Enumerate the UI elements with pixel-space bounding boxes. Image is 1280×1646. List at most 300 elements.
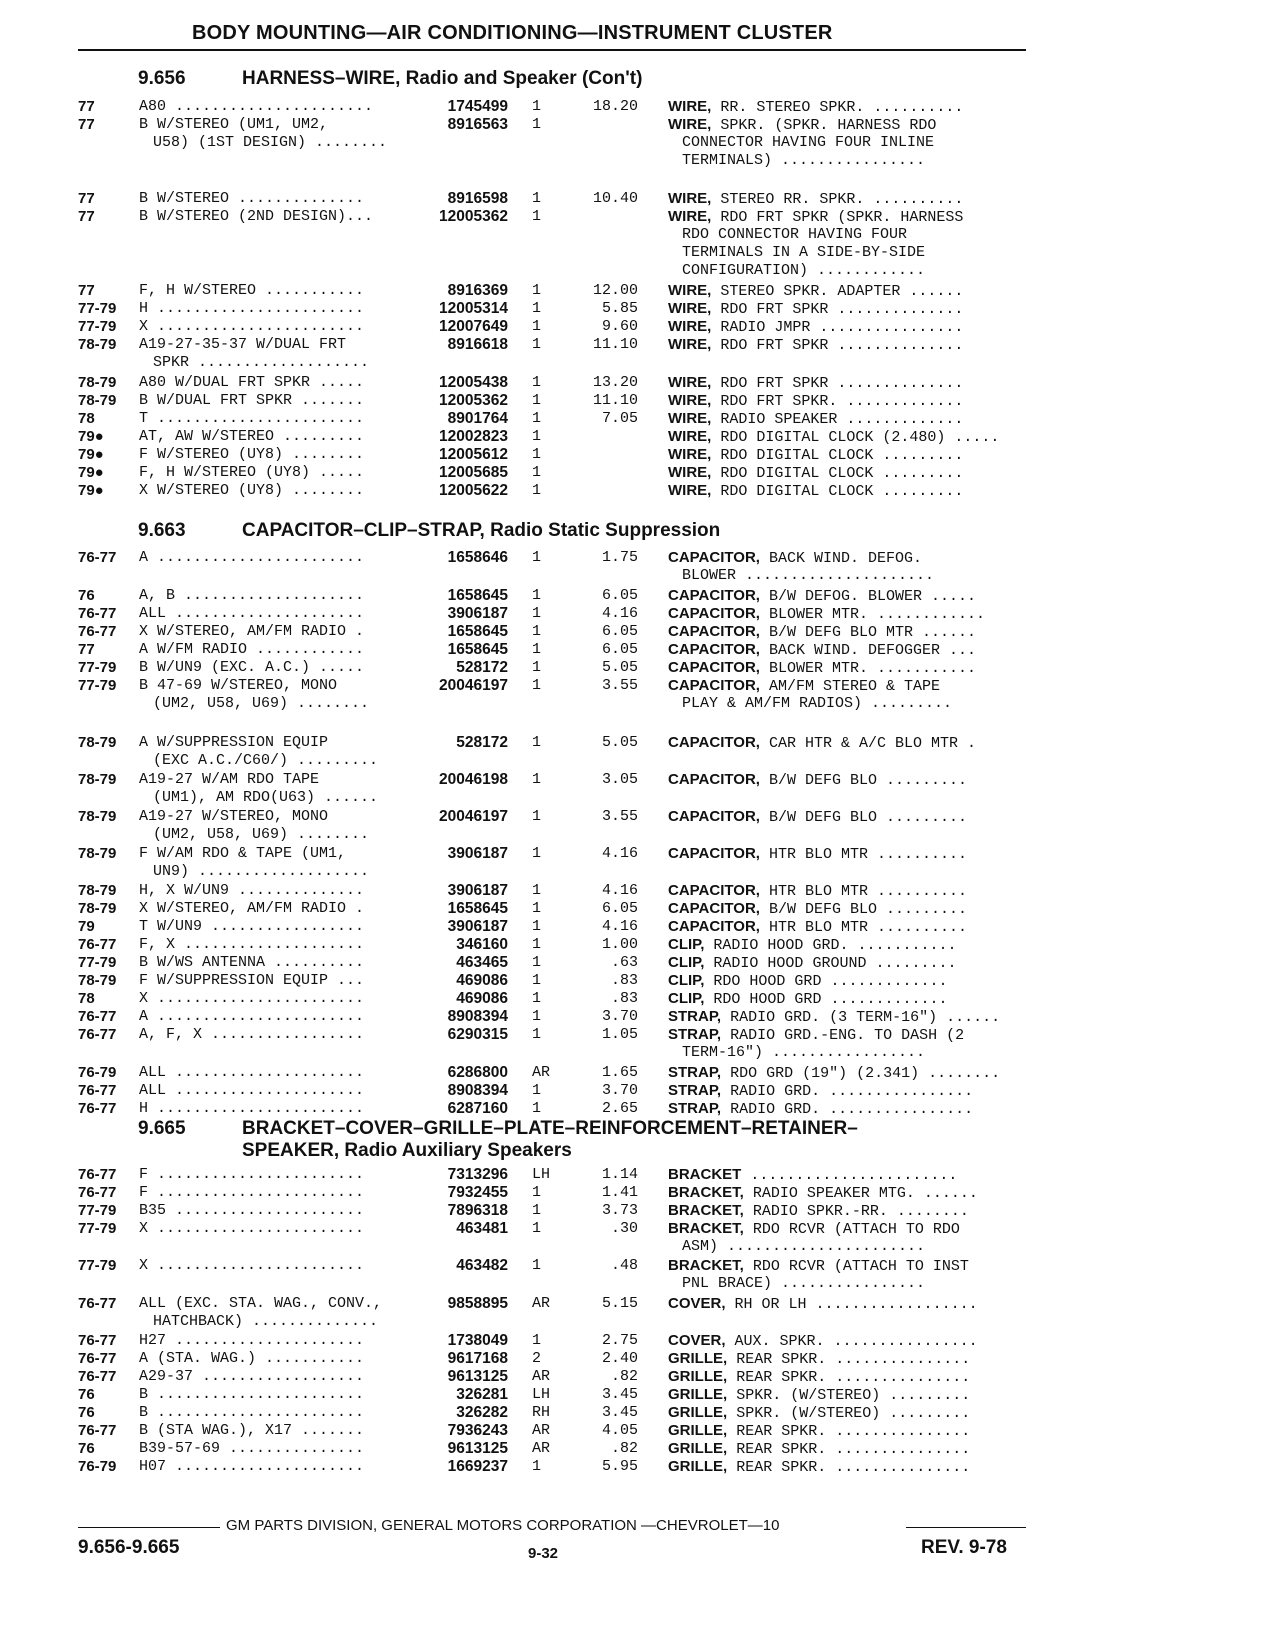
description-text: RADIO HOOD GRD. ........... <box>713 937 957 954</box>
part-number: 6286800 <box>447 1064 508 1081</box>
quantity: 1 <box>532 98 542 115</box>
part-number: 8916618 <box>447 336 508 353</box>
description-text: RDO DIGITAL CLOCK (2.480) ..... <box>720 429 1000 446</box>
usage-text: F ....................... <box>139 1166 365 1183</box>
part-entry-line <box>0 676 1280 695</box>
part-entry-line <box>0 953 1280 972</box>
part-number: 346160 <box>456 936 508 953</box>
usage-text: B ....................... <box>139 1404 365 1421</box>
description-text: SPKR. (W/STEREO) ......... <box>736 1387 971 1404</box>
quantity: 1 <box>532 1458 542 1475</box>
model-year: 78-79 <box>78 845 117 862</box>
model-year: 77-79 <box>78 300 117 317</box>
usage-text: B W/STEREO (2ND DESIGN)... <box>139 208 374 225</box>
description-keyword: BRACKET, <box>668 1184 744 1201</box>
part-number: 8916563 <box>447 116 508 133</box>
description-text: RDO FRT SPKR (SPKR. HARNESS <box>720 209 964 226</box>
description-keyword: WIRE, <box>668 482 712 499</box>
part-entry-line <box>0 640 1280 659</box>
model-year: 78-79 <box>78 734 117 751</box>
description-text: STEREO RR. SPKR. .......... <box>720 191 964 208</box>
description-text: RADIO JMPR ................ <box>720 319 964 336</box>
part-number: 12005362 <box>439 392 508 409</box>
part-entry-line <box>0 1165 1280 1184</box>
price: 1.05 <box>601 1026 638 1043</box>
price: 1.41 <box>601 1184 638 1201</box>
description <box>668 391 963 411</box>
description <box>668 622 976 642</box>
description <box>668 770 967 790</box>
part-number: 528172 <box>456 734 508 751</box>
price: 5.85 <box>601 300 638 317</box>
description <box>668 640 976 660</box>
description-keyword: CAPACITOR, <box>668 808 760 825</box>
description-text: RR. STEREO SPKR. .......... <box>720 99 964 116</box>
part-number: 3906187 <box>447 605 508 622</box>
part-entry-line <box>0 481 1280 500</box>
part-entry-line <box>0 566 1280 585</box>
quantity: 1 <box>532 623 542 640</box>
part-entry-line <box>0 1025 1280 1044</box>
part-number: 463481 <box>456 1220 508 1237</box>
description-keyword: WIRE, <box>668 392 712 409</box>
description-text: AM/FM STEREO & TAPE <box>768 678 940 695</box>
part-number: 7936243 <box>447 1422 508 1439</box>
description <box>668 586 976 606</box>
description-text: RDO FRT SPKR .............. <box>720 301 964 318</box>
description-keyword: STRAP, <box>668 1008 722 1025</box>
part-number: 326282 <box>456 1404 508 1421</box>
price: 3.73 <box>601 1202 638 1219</box>
description-text: REAR SPKR. ............... <box>736 1369 971 1386</box>
usage-text: ALL (EXC. STA. WAG., CONV., <box>139 1295 383 1312</box>
model-year: 78-79 <box>78 808 117 825</box>
usage-text: ALL ..................... <box>139 1064 365 1081</box>
description <box>668 1081 973 1101</box>
part-number: 8908394 <box>447 1008 508 1025</box>
price: 5.15 <box>601 1295 638 1312</box>
part-entry-line <box>0 189 1280 208</box>
model-year: 79● <box>78 464 104 481</box>
part-entry-line <box>0 463 1280 482</box>
part-entry-line <box>0 807 1280 826</box>
description-text: HTR BLO MTR .......... <box>768 919 968 936</box>
usage-text: A19-27-35-37 W/DUAL FRT <box>139 336 347 353</box>
description-text: RDO FRT SPKR .............. <box>720 375 964 392</box>
part-entry-line <box>0 445 1280 464</box>
description-text: RDO DIGITAL CLOCK ......... <box>720 483 964 500</box>
quantity: 1 <box>532 587 542 604</box>
description <box>668 1007 1000 1027</box>
price: 1.14 <box>601 1166 638 1183</box>
model-year: 76-77 <box>78 1422 117 1439</box>
model-year: 78-79 <box>78 336 117 353</box>
model-year: 76-77 <box>78 1082 117 1099</box>
model-year: 76-79 <box>78 1064 117 1081</box>
quantity: 1 <box>532 116 542 133</box>
usage-text: H27 ..................... <box>139 1332 365 1349</box>
price: 4.16 <box>601 882 638 899</box>
model-year: 76-77 <box>78 1350 117 1367</box>
description <box>668 207 963 227</box>
model-year: 77 <box>78 641 95 658</box>
part-entry-line <box>0 1219 1280 1238</box>
description-keyword: WIRE, <box>668 300 712 317</box>
part-number: 463482 <box>456 1257 508 1274</box>
description-text: REAR SPKR. ............... <box>736 1423 971 1440</box>
description <box>668 881 967 901</box>
price: 7.05 <box>601 410 638 427</box>
usage-text: ALL ..................... <box>139 1082 365 1099</box>
description <box>668 481 963 501</box>
part-entry-line <box>0 151 1280 170</box>
usage-text: B W/STEREO .............. <box>139 190 365 207</box>
description-text: RDO RCVR (ATTACH TO INST <box>752 1258 969 1275</box>
description <box>668 1063 1000 1083</box>
part-number: 20046197 <box>439 808 508 825</box>
part-entry-line <box>0 733 1280 752</box>
usage-text-continued: (UM2, U58, U69) ........ <box>153 695 370 712</box>
quantity: 1 <box>532 659 542 676</box>
part-number: 12005314 <box>439 300 508 317</box>
part-entry-line <box>0 1385 1280 1404</box>
section-number: 9.663 <box>138 520 186 541</box>
part-entry-line <box>0 373 1280 392</box>
description-keyword: STRAP, <box>668 1100 722 1117</box>
quantity: 1 <box>532 954 542 971</box>
price: 4.16 <box>601 918 638 935</box>
quantity: 1 <box>532 282 542 299</box>
description <box>668 1183 978 1203</box>
part-entry-line <box>0 862 1280 881</box>
model-year: 77 <box>78 190 95 207</box>
quantity: 1 <box>532 900 542 917</box>
model-year: 77-79 <box>78 677 117 694</box>
quantity: 1 <box>532 1008 542 1025</box>
price: 3.55 <box>601 808 638 825</box>
description-keyword: CAPACITOR, <box>668 587 760 604</box>
price: 3.70 <box>601 1082 638 1099</box>
description-continued: TERMINALS IN A SIDE-BY-SIDE <box>682 244 926 261</box>
description <box>668 1331 978 1351</box>
part-number: 12005612 <box>439 446 508 463</box>
section-title-line2: SPEAKER, Radio Auxiliary Speakers <box>242 1140 572 1161</box>
description-text: RDO HOOD GRD ............. <box>713 973 948 990</box>
usage-text: A ....................... <box>139 1008 365 1025</box>
usage-text: F W/SUPPRESSION EQUIP ... <box>139 972 365 989</box>
description-keyword: STRAP, <box>668 1026 722 1043</box>
description-keyword: GRILLE, <box>668 1368 728 1385</box>
usage-text: X ....................... <box>139 1257 365 1274</box>
usage-text: F, H W/STEREO ........... <box>139 282 365 299</box>
description-text: CAR HTR & A/C BLO MTR . <box>768 735 977 752</box>
price: 12.00 <box>592 282 638 299</box>
description-keyword: GRILLE, <box>668 1404 728 1421</box>
usage-text: F, X .................... <box>139 936 365 953</box>
section-header <box>138 520 720 542</box>
description-text: RADIO SPEAKER MTG. ...... <box>752 1185 978 1202</box>
part-number: 6287160 <box>447 1100 508 1117</box>
price: 5.05 <box>601 659 638 676</box>
description-continued: ASM) ...................... <box>682 1238 926 1255</box>
part-number: 1658645 <box>447 641 508 658</box>
part-entry-line <box>0 1312 1280 1331</box>
model-year: 78-79 <box>78 392 117 409</box>
part-number: 469086 <box>456 990 508 1007</box>
usage-text: A, F, X ................. <box>139 1026 365 1043</box>
description-keyword: GRILLE, <box>668 1422 728 1439</box>
quantity: 1 <box>532 190 542 207</box>
part-entry-line <box>0 899 1280 918</box>
description-keyword: COVER, <box>668 1295 726 1312</box>
model-year: 76-77 <box>78 1332 117 1349</box>
price: 6.05 <box>601 900 638 917</box>
quantity: 1 <box>532 464 542 481</box>
price: .82 <box>610 1368 638 1385</box>
quantity: 1 <box>532 918 542 935</box>
part-entry-line <box>0 1007 1280 1026</box>
quantity: 1 <box>532 208 542 225</box>
usage-text: B W/DUAL FRT SPKR ....... <box>139 392 365 409</box>
quantity: AR <box>532 1440 551 1457</box>
part-number: 7896318 <box>447 1202 508 1219</box>
description <box>668 299 963 319</box>
description-text: BACK WIND. DEFOGGER ... <box>768 642 977 659</box>
model-year: 77 <box>78 116 95 133</box>
part-number: 12007649 <box>439 318 508 335</box>
part-number: 469086 <box>456 972 508 989</box>
description-continued: TERM-16") ................. <box>682 1044 926 1061</box>
part-number: 12005438 <box>439 374 508 391</box>
description <box>668 807 967 827</box>
usage-text: X W/STEREO, AM/FM RADIO . <box>139 623 365 640</box>
part-number: 7932455 <box>447 1184 508 1201</box>
description-keyword: CAPACITOR, <box>668 677 760 694</box>
description-continued: PNL BRACE) ................ <box>682 1275 926 1292</box>
usage-text: A W/SUPPRESSION EQUIP <box>139 734 329 751</box>
usage-text: T ....................... <box>139 410 365 427</box>
description-text: SPKR. (SPKR. HARNESS RDO <box>720 117 937 134</box>
description <box>668 844 967 864</box>
price: 3.45 <box>601 1386 638 1403</box>
quantity: AR <box>532 1295 551 1312</box>
section-title: BRACKET–COVER–GRILLE–PLATE–REINFORCEMENT–RETAINER– <box>242 1118 858 1139</box>
description <box>668 445 963 465</box>
model-year: 76-77 <box>78 1295 117 1312</box>
part-entry-line <box>0 1367 1280 1386</box>
description-continued: CONNECTOR HAVING FOUR INLINE <box>682 134 935 151</box>
description-text: B/W DEFG BLO ......... <box>768 809 968 826</box>
model-year: 77 <box>78 282 95 299</box>
description-text: B/W DEFG BLO ......... <box>768 772 968 789</box>
part-entry-line <box>0 1063 1280 1082</box>
part-entry-line <box>0 1274 1280 1293</box>
description-text: RDO DIGITAL CLOCK ......... <box>720 465 964 482</box>
price: 3.05 <box>601 771 638 788</box>
model-year: 76-77 <box>78 605 117 622</box>
footer-rule-right <box>906 1527 1026 1528</box>
part-entry-line <box>0 1256 1280 1275</box>
part-number: 8901764 <box>447 410 508 427</box>
part-entry-line <box>0 825 1280 844</box>
description <box>668 935 956 955</box>
model-year: 79● <box>78 428 104 445</box>
price: 3.70 <box>601 1008 638 1025</box>
model-year: 79 <box>78 918 95 935</box>
description-text: RDO GRD (19") (2.341) ........ <box>730 1065 1001 1082</box>
price: 4.16 <box>601 605 638 622</box>
description-text: RH OR LH .................. <box>734 1296 978 1313</box>
description-text: AUX. SPKR. ................ <box>734 1333 978 1350</box>
description <box>668 409 963 429</box>
price: 18.20 <box>592 98 638 115</box>
description-keyword: WIRE, <box>668 428 712 445</box>
part-entry-line <box>0 1294 1280 1313</box>
part-entry-line <box>0 751 1280 770</box>
part-number: 12002823 <box>439 428 508 445</box>
usage-text: A W/FM RADIO ............ <box>139 641 365 658</box>
model-year: 79● <box>78 446 104 463</box>
description <box>668 373 963 393</box>
usage-text: AT, AW W/STEREO ......... <box>139 428 365 445</box>
quantity: 1 <box>532 936 542 953</box>
description-keyword: CAPACITOR, <box>668 659 760 676</box>
description-text: RDO FRT SPKR. ............. <box>720 393 964 410</box>
description <box>668 1367 970 1387</box>
description-keyword: CAPACITOR, <box>668 549 760 566</box>
usage-text: F W/STEREO (UY8) ........ <box>139 446 365 463</box>
description-text: STEREO SPKR. ADAPTER ...... <box>720 283 964 300</box>
price: 3.55 <box>601 677 638 694</box>
quantity: 1 <box>532 677 542 694</box>
usage-text-continued: (UM2, U58, U69) ........ <box>153 826 370 843</box>
description-text: RDO RCVR (ATTACH TO RDO <box>752 1221 960 1238</box>
model-year: 77 <box>78 208 95 225</box>
price: 6.05 <box>601 587 638 604</box>
description-continued: PLAY & AM/FM RADIOS) ......... <box>682 695 953 712</box>
description-keyword: CLIP, <box>668 936 705 953</box>
description <box>668 1457 970 1477</box>
model-year: 76-77 <box>78 623 117 640</box>
usage-text: ALL ..................... <box>139 605 365 622</box>
usage-text: X ....................... <box>139 318 365 335</box>
usage-text-continued: UN9) ................... <box>153 863 370 880</box>
description-keyword: CLIP, <box>668 954 705 971</box>
part-number: 8916598 <box>447 190 508 207</box>
part-number: 8908394 <box>447 1082 508 1099</box>
part-entry-line <box>0 989 1280 1008</box>
header-rule <box>78 49 1026 51</box>
description-text: RDO DIGITAL CLOCK ......... <box>720 447 964 464</box>
part-number: 1738049 <box>447 1332 508 1349</box>
description-text: REAR SPKR. ............... <box>736 1459 971 1476</box>
description-text: RDO FRT SPKR .............. <box>720 337 964 354</box>
model-year: 76-77 <box>78 1026 117 1043</box>
part-number: 6290315 <box>447 1026 508 1043</box>
description <box>668 427 999 447</box>
part-entry-line <box>0 881 1280 900</box>
usage-text-continued: SPKR ................... <box>153 354 370 371</box>
part-entry-line <box>0 391 1280 410</box>
part-number: 12005685 <box>439 464 508 481</box>
description <box>668 676 940 696</box>
description-text: RADIO GRD. (3 TERM-16") ...... <box>730 1009 1001 1026</box>
price: 9.60 <box>601 318 638 335</box>
price: .83 <box>610 990 638 1007</box>
price: 5.95 <box>601 1458 638 1475</box>
part-number: 9858895 <box>447 1295 508 1312</box>
model-year: 79● <box>78 482 104 499</box>
quantity: AR <box>532 1422 551 1439</box>
usage-text: A80 ...................... <box>139 98 374 115</box>
description-keyword: CAPACITOR, <box>668 734 760 751</box>
usage-text: A19-27 W/AM RDO TAPE <box>139 771 320 788</box>
description-text: RADIO SPKR.-RR. ........ <box>752 1203 969 1220</box>
usage-text: A80 W/DUAL FRT SPKR ..... <box>139 374 365 391</box>
quantity: 1 <box>532 882 542 899</box>
model-year: 78-79 <box>78 882 117 899</box>
part-entry-line <box>0 225 1280 244</box>
usage-text: H ....................... <box>139 1100 365 1117</box>
usage-text: A (STA. WAG.) ........... <box>139 1350 365 1367</box>
description <box>668 1219 960 1239</box>
part-number: 20046197 <box>439 677 508 694</box>
usage-text: A19-27 W/STEREO, MONO <box>139 808 329 825</box>
model-year: 78-79 <box>78 374 117 391</box>
model-year: 76 <box>78 1404 95 1421</box>
quantity: 1 <box>532 410 542 427</box>
model-year: 76-79 <box>78 1458 117 1475</box>
part-entry-line <box>0 1421 1280 1440</box>
quantity: 1 <box>532 1100 542 1117</box>
part-number: 8916369 <box>447 282 508 299</box>
price: 11.10 <box>592 336 638 353</box>
description <box>668 1439 970 1459</box>
description-keyword: CAPACITOR, <box>668 641 760 658</box>
description-keyword: WIRE, <box>668 464 712 481</box>
model-year: 76 <box>78 1386 95 1403</box>
description-keyword: COVER, <box>668 1332 726 1349</box>
description-keyword: WIRE, <box>668 98 712 115</box>
part-entry-line <box>0 335 1280 354</box>
description-keyword: WIRE, <box>668 446 712 463</box>
description-keyword: WIRE, <box>668 336 712 353</box>
quantity: 1 <box>532 1082 542 1099</box>
model-year: 76-77 <box>78 1166 117 1183</box>
model-year: 77-79 <box>78 318 117 335</box>
usage-text-continued: (UM1), AM RDO(U63) ...... <box>153 789 379 806</box>
description-keyword: WIRE, <box>668 410 712 427</box>
price: .30 <box>610 1220 638 1237</box>
section-number: 9.656 <box>138 68 186 89</box>
model-year: 78 <box>78 410 95 427</box>
section-number: 9.665 <box>138 1118 186 1139</box>
part-number: 12005622 <box>439 482 508 499</box>
model-year: 78 <box>78 990 95 1007</box>
model-year: 78-79 <box>78 972 117 989</box>
description <box>668 989 947 1009</box>
part-number: 3906187 <box>447 882 508 899</box>
quantity: 1 <box>532 300 542 317</box>
usage-text: A ....................... <box>139 549 365 566</box>
description-keyword: WIRE, <box>668 190 712 207</box>
quantity: 1 <box>532 845 542 862</box>
usage-text: B W/STEREO (UM1, UM2, <box>139 116 329 133</box>
footer-page-number: 9-32 <box>528 1545 559 1562</box>
usage-text: H ....................... <box>139 300 365 317</box>
part-entry-line <box>0 971 1280 990</box>
page-title: BODY MOUNTING—AIR CONDITIONING—INSTRUMENT CLUSTER <box>192 22 833 44</box>
